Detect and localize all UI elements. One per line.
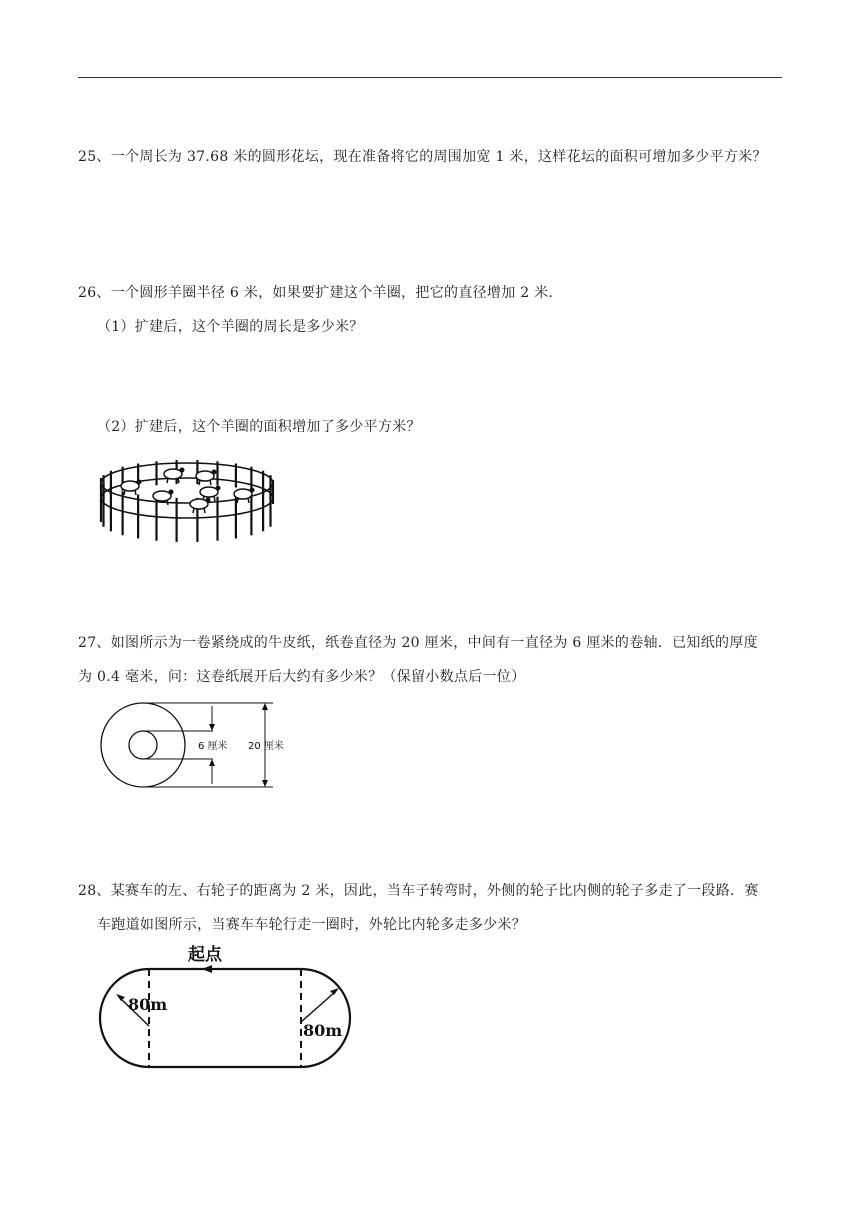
- sheep-icon: [196, 470, 217, 486]
- track-outline: [100, 969, 350, 1067]
- question-28-line-1: 28、某赛车的左、右轮子的距离为 2 米，因此，当车子转弯时，外侧的轮子比内侧的轮子多走了一段路．赛: [78, 883, 759, 899]
- header-rule: [78, 77, 782, 78]
- sheep-icon: [164, 468, 185, 484]
- right-radius-label: 80m: [303, 1021, 343, 1040]
- roll-inner-circle: [129, 731, 157, 759]
- direction-arrow: [202, 965, 212, 973]
- roll-outer-circle: [101, 703, 185, 787]
- question-25: 25、一个周长为 37.68 米的圆形花坛，现在准备将它的周围加宽 1 米，这样花坛的面积可增加多少平方米？: [78, 149, 767, 165]
- paper-roll-figure: [98, 698, 298, 793]
- question-28-line-2: 车跑道如图所示，当赛车车轮行走一圈时，外轮比内轮多走多少米？: [97, 917, 526, 933]
- question-26-part-2: （2）扩建后，这个羊圈的面积增加了多少平方米？: [97, 419, 421, 435]
- sheep-icon: [190, 498, 211, 514]
- inner-diameter-label: 6 厘米: [198, 741, 228, 752]
- outer-diameter-label: 20 厘米: [248, 741, 284, 752]
- question-27-line-1: 27、如图所示为一卷紧绕成的牛皮纸，纸卷直径为 20 厘米，中间有一直径为 6 厘米的卷轴．已知纸的厚度: [78, 635, 758, 651]
- race-track-figure: [98, 940, 358, 1072]
- sheep-icon: [121, 480, 142, 496]
- question-26: 26、一个圆形羊圈半径 6 米，如果要扩建这个羊圈，把它的直径增加 2 米.: [78, 285, 554, 301]
- left-radius-label: 80m: [128, 995, 168, 1014]
- question-27-line-2: 为 0.4 毫米，问：这卷纸展开后大约有多少米？（保留小数点后一位）: [78, 669, 526, 685]
- start-label: 起点: [188, 945, 222, 965]
- sheep-pen-figure: [95, 448, 285, 548]
- question-26-part-1: （1）扩建后，这个羊圈的周长是多少米？: [97, 319, 364, 335]
